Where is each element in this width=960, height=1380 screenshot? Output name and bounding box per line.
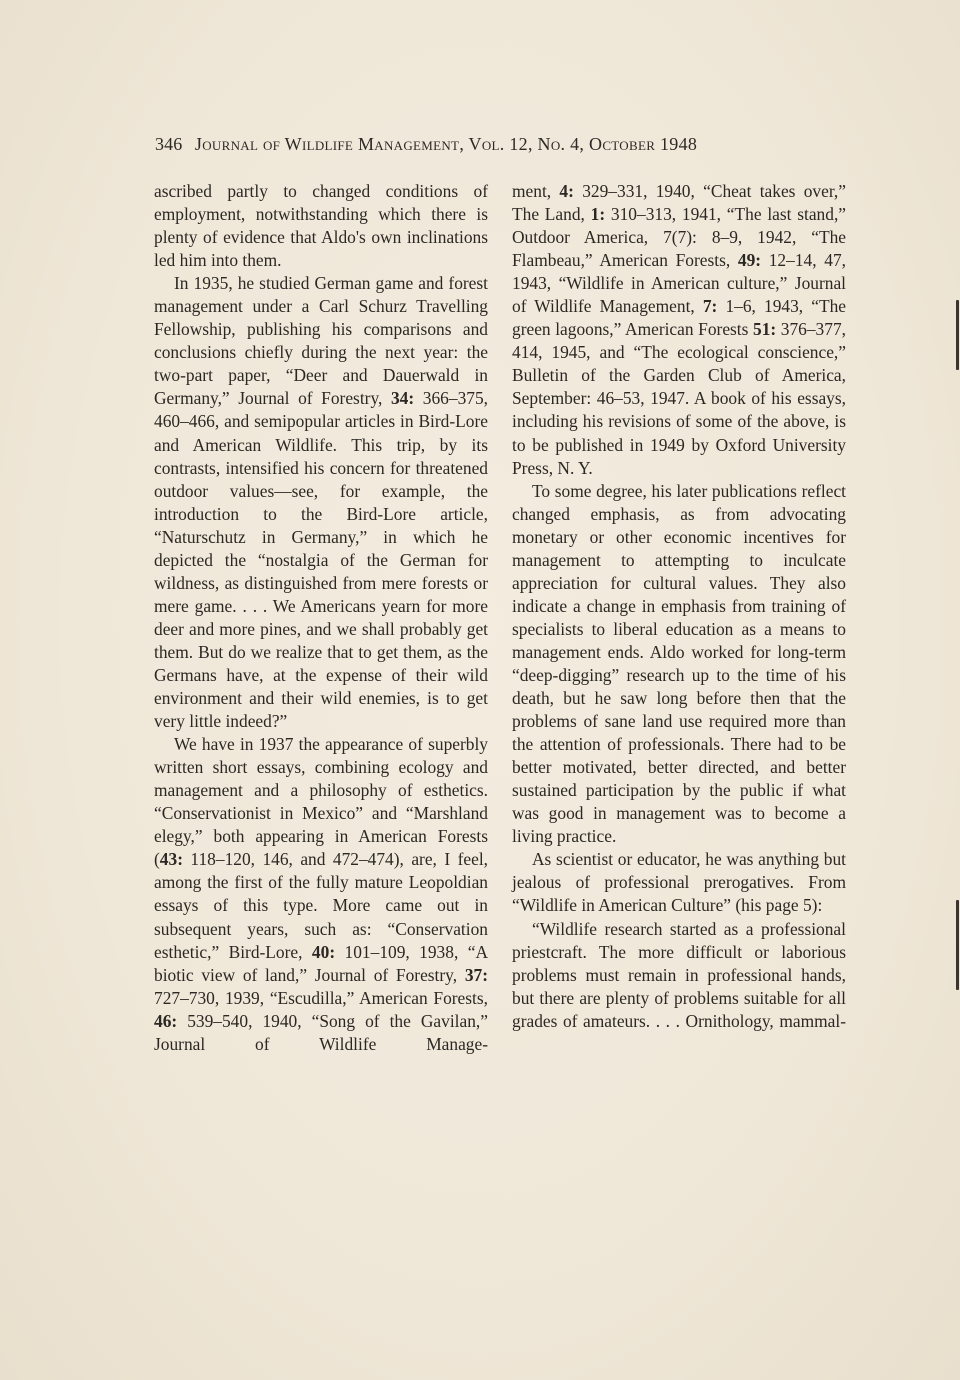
paragraph: “Wildlife research started as a professional priestcraft. The more difficult or laborious problems must remain in professional hands, but there are plenty of problems suitable for all grades of amateurs. . . . Ornithology, mammal- [512, 918, 846, 1031]
paragraph: ment, 4: 329–331, 1940, “Cheat takes over,” The Land, 1: 310–313, 1941, “The last stand,” Outdoor America, 7(7): 8–9, 1942, “The Flambeau,” American Forests, 49: 12–14, 47, 1943, “Wildlife in American culture,” Journal of Wildlife Management, 7: 1–6, 1943, “The green lagoons,” American Forests 51: 376–377, 414, 1945, and “The ecological conscience,” Bulletin of the Garden Club of America, September: 46–53, 1947. A book of his essays, including his revisions of some of the above, is to be published in 1949 by Oxford University Press, N. Y. [512, 181, 847, 478]
volume-issue: Vol. 12, No. 4, October 1948 [468, 134, 698, 154]
page-number: 346 [155, 134, 183, 154]
paragraph: We have in 1937 the appearance of superbly written short essays, combining ecology and management and a philosophy of esthetics. “Conservationist in Mexico” and “Marshland elegy,” both appearing in American Forests (43: 118–120, 146, and 472–474), are, I feel, among the first of the fully mature Leopoldian essays of this type. More came out in subsequent years, such as: “Conservation esthetic,” Bird-Lore, 40: 101–109, 1938, “A biotic view of land,” Journal of Forestry, 37: 727–730, 1939, “Escudilla,” American Forests, 46: 539–540, 1940, “Song of the Gavilan,” Journal of Wildlife Manage- [154, 734, 488, 1054]
paragraph: In 1935, he studied German game and forest management under a Carl Schurz Travelling Fellowship, publishing his comparisons and conclusions chiefly during the next year: the two-part paper, “Deer and Dauerwald in Germany,” Journal of Forestry, 34: 366–375, 460–466, and semipopular articles in Bird-Lore and American Wildlife. This trip, by its contrasts, intensified his concern for threatened outdoor values—see, for example, the introduction to the Bird-Lore article, “Naturschutz in Germany,” in which he depicted the “nostalgia of the German for wildness, as distinguished from mere forests or mere game. . . . We Americans yearn for more deer and more pines, and we shall probably get them. But do we realize that to get them, as the Germans have, at the expense of their wild environment and their wild enemies, is to get very little indeed?” [154, 273, 489, 732]
running-head: 346 Journal of Wildlife Management, Vol. 12, No. 4, October 1948 [155, 134, 698, 154]
paragraph: As scientist or educator, he was anything but jealous of professional prerogatives. From “Wildlife in American Culture” (his page 5): [512, 849, 846, 916]
left-column [154, 180, 488, 1056]
journal-title: Journal of Wildlife Management [194, 134, 460, 154]
right-column [512, 180, 846, 1033]
paragraph: ascribed partly to changed conditions of employment, notwithstanding which there is plenty of evidence that Aldo's own inclinations led him into them. [154, 181, 488, 271]
scan-mark [956, 900, 959, 990]
paragraph: To some degree, his later publications reflect changed emphasis, as from advocating monetary or other economic incentives for management to attempting to inculcate appreciation for cultural values. They also indicate a change in emphasis from training of specialists to liberal education as a means to management ends. Aldo worked for long-term “deep-digging” research up to the time of his death, but he saw long before then that the problems of sane land use required more than the attention of professionals. There had to be better motivated, better directed, and better sustained participation by the public if what was good in management was to become a living practice. [512, 480, 846, 847]
scan-mark [956, 300, 959, 370]
